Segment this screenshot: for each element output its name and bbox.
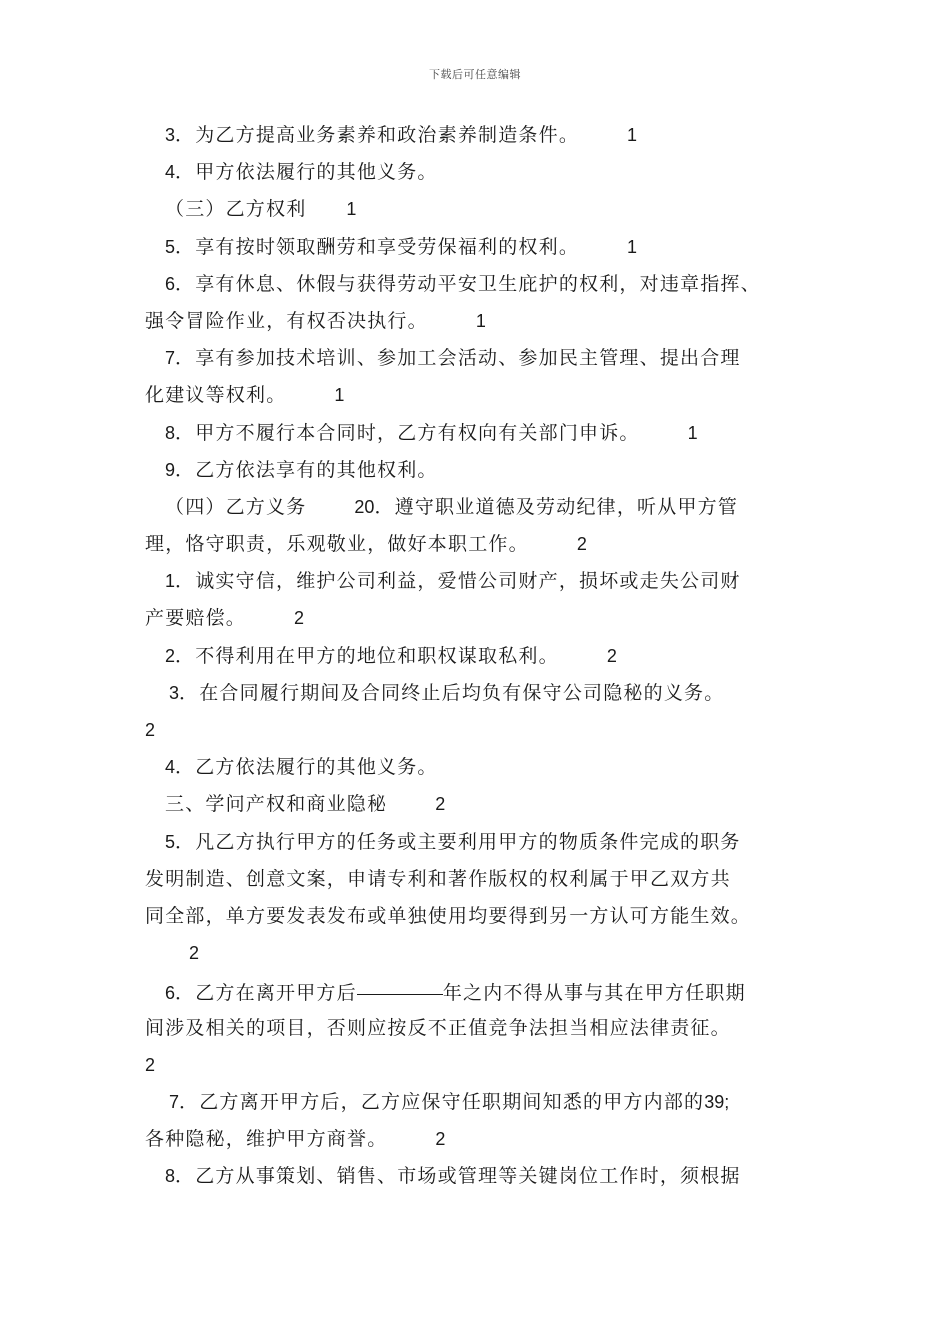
- text-line: [145, 898, 825, 935]
- number-text: 1: [627, 236, 638, 257]
- number-text: 4: [165, 757, 176, 778]
- number-text: 1: [627, 125, 638, 145]
- number-text: 2: [435, 794, 446, 815]
- line-text: 三、学问产权和商业隐秘: [165, 793, 388, 816]
- number-text: 2: [145, 1054, 156, 1075]
- line-text: ．享有按时领取酬劳和享受劳保福利的权利。: [175, 235, 580, 258]
- text-line: [145, 303, 825, 340]
- line-text: ．乙方依法享有的其他权利。: [175, 458, 438, 481]
- number-text: 2: [189, 943, 200, 964]
- line-text: （三）乙方权利: [165, 198, 307, 221]
- line-text: ．甲方不履行本合同时，乙方有权向有关部门申诉。: [175, 421, 640, 444]
- page-header: 下载后可任意编辑: [429, 68, 521, 81]
- line-text: ．乙方从事策划、销售、市场或管理等关键岗位工作时，须根据: [175, 1165, 741, 1188]
- text-line: [145, 935, 825, 972]
- number-text: 2: [145, 720, 156, 740]
- text-line: [145, 117, 825, 154]
- number-text: 1: [346, 199, 357, 220]
- line-text: 间涉及相关的项目，否则应按反不正值竞争法担当相应法律责征。: [145, 1016, 731, 1039]
- text-line: [145, 972, 825, 1009]
- number-text: 1: [687, 422, 698, 443]
- line-text: ．甲方依法履行的其他义务。: [175, 161, 438, 184]
- text-line: [145, 229, 825, 266]
- text-line: [145, 415, 825, 452]
- text-line: [145, 638, 825, 675]
- line-text: ．乙方在离开甲方后: [175, 982, 357, 1005]
- line-text: 化建议等权利。: [145, 384, 287, 407]
- line-text: 各种隐秘，维护甲方商誉。: [145, 1128, 388, 1151]
- number-text: 9: [165, 459, 176, 480]
- number-text: 2: [435, 1129, 446, 1150]
- number-text: 7: [165, 348, 176, 369]
- number-text: 5: [165, 831, 176, 852]
- number-text: 2: [576, 534, 587, 555]
- text-line: [145, 452, 825, 489]
- line-text: ．诚实守信，维护公司利益，爱惜公司财产，损坏或走失公司财: [175, 570, 741, 593]
- line-text: （四）乙方义务: [165, 495, 307, 518]
- number-text: 20: [354, 496, 375, 517]
- number-text: 6: [165, 983, 176, 1004]
- line-text: ．享有休息、休假与获得劳动平安卫生庇护的权利，对违章指挥、: [175, 272, 761, 295]
- number-text: 2: [165, 645, 176, 666]
- line-text: 理，恪守职责，乐观敬业，做好本职工作。: [145, 533, 529, 556]
- text-line: [145, 489, 825, 526]
- number-text: 1: [165, 571, 176, 592]
- line-text: 同全部，单方要发表发布或单独使用均要得到另一方认可方能生效。: [145, 904, 752, 927]
- number-text: 1: [475, 310, 486, 331]
- text-line: [145, 861, 825, 898]
- text-line: [145, 675, 825, 712]
- number-text: 4: [165, 162, 176, 183]
- text-line: [145, 749, 825, 786]
- line-text: ．不得利用在甲方的地位和职权谋取私利。: [175, 644, 559, 667]
- line-text: ．享有参加技术培训、参加工会活动、参加民主管理、提出合理: [175, 347, 741, 370]
- line-text: 年之内不得从事与其在甲方任职期: [442, 982, 746, 1005]
- text-line: [145, 712, 825, 749]
- text-line: [145, 266, 825, 303]
- number-text: 8: [165, 1166, 176, 1187]
- number-text: 8: [165, 422, 176, 443]
- line-text: ．乙方离开甲方后，乙方应保守任职期间知悉的甲方内部的: [179, 1090, 705, 1113]
- number-text: 39;: [704, 1091, 730, 1112]
- text-line: [145, 563, 825, 600]
- document-body: [145, 117, 825, 1195]
- text-line: [145, 824, 825, 861]
- text-line: [145, 377, 825, 414]
- number-text: 3: [169, 682, 180, 703]
- fill-in-blank: [357, 972, 443, 995]
- line-text: 强令冒险作业，有权否决执行。: [145, 309, 428, 332]
- text-line: [145, 526, 825, 563]
- text-line: [145, 786, 825, 823]
- text-line: [145, 1121, 825, 1158]
- number-text: 5: [165, 236, 176, 257]
- line-text: ．凡乙方执行甲方的任务或主要利用甲方的物质条件完成的职务: [175, 830, 741, 853]
- line-text: ．遵守职业道德及劳动纪律，听从甲方管: [374, 495, 739, 518]
- text-line: [145, 1084, 825, 1121]
- text-line: [145, 340, 825, 377]
- text-line: [145, 1047, 825, 1084]
- text-line: [145, 191, 825, 228]
- line-text: ．乙方依法履行的其他义务。: [175, 756, 438, 779]
- number-text: 7: [169, 1091, 180, 1112]
- line-text: ．为乙方提高业务素养和政治素养制造条件。: [175, 124, 580, 146]
- text-line: [145, 154, 825, 191]
- line-text: 发明制造、创意文案，申请专利和著作版权的权利属于甲乙双方共: [145, 867, 731, 890]
- line-text: ．在合同履行期间及合同终止后均负有保守公司隐秘的义务。: [179, 681, 725, 704]
- text-line: [145, 1010, 825, 1047]
- number-text: 2: [294, 608, 305, 629]
- text-line: [145, 1158, 825, 1195]
- text-line: [145, 600, 825, 637]
- number-text: 6: [165, 273, 176, 294]
- number-text: 2: [606, 645, 617, 666]
- number-text: 1: [334, 385, 345, 406]
- number-text: 3: [165, 125, 176, 145]
- line-text: 产要赔偿。: [145, 607, 247, 630]
